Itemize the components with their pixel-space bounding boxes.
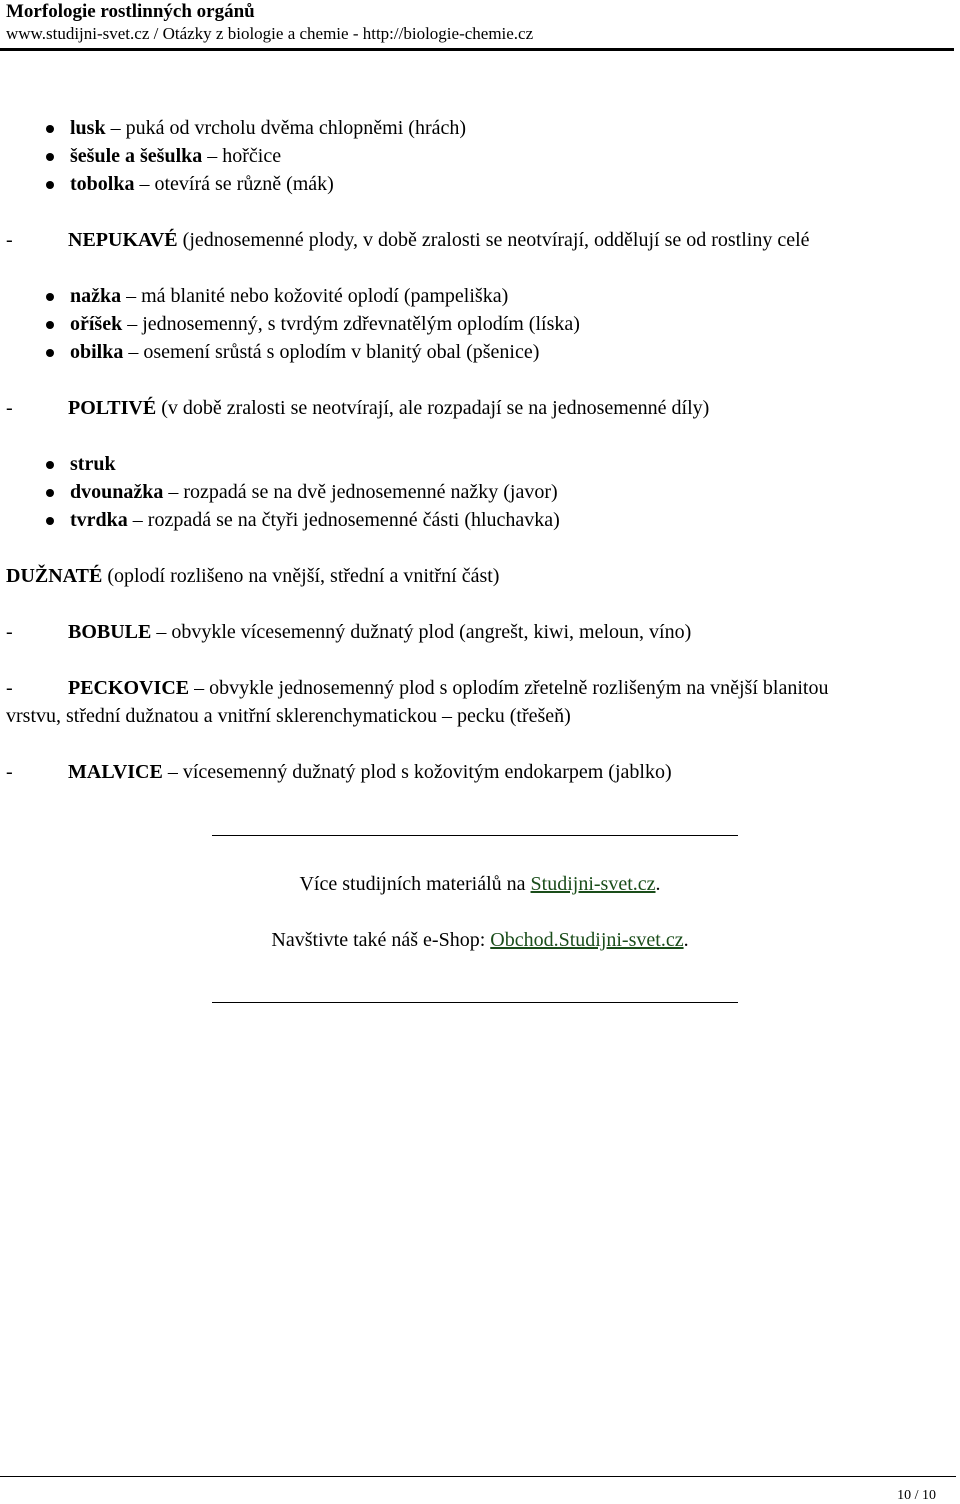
- materials-period: .: [655, 873, 661, 895]
- term: tvrdka: [70, 509, 128, 531]
- bullet-icon: [46, 517, 54, 525]
- eshop-period: .: [683, 929, 689, 951]
- bullet-icon: [46, 349, 54, 357]
- footer-divider-bottom: [212, 1002, 738, 1003]
- description: – jednosemenný, s tvrdým zdřevnatělým oplodím (líska): [122, 313, 580, 335]
- term: DUŽNATÉ: [6, 565, 103, 587]
- term: nažka: [70, 285, 122, 307]
- eshop-text: Navštivte také náš e-Shop:: [271, 929, 491, 951]
- description: (jednosemenné plody, v době zralosti se neotvírají, oddělují se od rostliny celé: [177, 229, 810, 251]
- description: – má blanité nebo kožovité oplodí (pampeliška): [121, 285, 509, 307]
- dash-marker: -: [6, 761, 13, 783]
- studijni-svet-link[interactable]: Studijni-svet.cz: [530, 873, 656, 895]
- materials-line: [0, 872, 960, 896]
- bullet-icon: [46, 153, 54, 161]
- description: – rozpadá se na dvě jednosemenné nažky (javor): [163, 481, 558, 503]
- description: – rozpadá se na čtyři jednosemenné části (hluchavka): [127, 509, 560, 531]
- header-divider: [0, 48, 954, 51]
- footer-divider-top: [212, 835, 738, 836]
- section-duznate: [6, 564, 499, 588]
- dash-marker: -: [6, 397, 13, 419]
- term: POLTIVÉ: [68, 397, 157, 419]
- term: MALVICE: [68, 761, 163, 783]
- term: BOBULE: [68, 621, 152, 643]
- description: – osemení srůstá s oplodím v blanitý obal (pšenice): [123, 341, 540, 363]
- bullet-icon: [46, 489, 54, 497]
- bullet-icon: [46, 181, 54, 189]
- term: obilka: [70, 341, 124, 363]
- bullet-icon: [46, 293, 54, 301]
- description: – otevírá se různě (mák): [134, 173, 334, 195]
- dash-marker: -: [6, 621, 13, 643]
- description: – puká od vrcholu dvěma chlopněmi (hrách): [105, 117, 467, 139]
- term: NEPUKAVÉ: [68, 229, 178, 251]
- term: oříšek: [70, 313, 123, 335]
- description: – obvykle jednosemenný plod s oplodím zřetelně rozlišeným na vnější blanitou: [189, 677, 829, 699]
- document-source: www.studijni-svet.cz / Otázky z biologie a chemie - http://biologie-chemie.cz: [6, 24, 534, 43]
- term: lusk: [70, 117, 106, 139]
- term: dvounažka: [70, 481, 164, 503]
- dash-marker: -: [6, 677, 13, 699]
- term: struk: [70, 453, 116, 475]
- description: – hořčice: [202, 145, 282, 167]
- page-number: 10 / 10: [897, 1488, 936, 1503]
- bullet-icon: [46, 321, 54, 329]
- description: (v době zralosti se neotvírají, ale rozpadají se na jednosemenné díly): [156, 397, 710, 419]
- page-footer-rule: [0, 1476, 956, 1477]
- term: šešule a šešulka: [70, 145, 203, 167]
- bullet-icon: [46, 125, 54, 133]
- description: – obvykle vícesemenný dužnatý plod (angrešt, kiwi, meloun, víno): [151, 621, 692, 643]
- materials-text: Více studijních materiálů na: [299, 873, 531, 895]
- eshop-line: [0, 928, 960, 952]
- eshop-link[interactable]: Obchod.Studijni-svet.cz: [490, 929, 684, 951]
- term: PECKOVICE: [68, 677, 190, 699]
- section-peckovice-continued: vrstvu, střední dužnatou a vnitřní sklerenchymatickou – pecku (třešeň): [6, 705, 571, 727]
- description: – vícesemenný dužnatý plod s kožovitým endokarpem (jablko): [162, 761, 672, 783]
- description: (oplodí rozlišeno na vnější, střední a vnitřní část): [102, 565, 500, 587]
- page-header: [6, 0, 956, 45]
- bullet-icon: [46, 461, 54, 469]
- dash-marker: -: [6, 229, 13, 251]
- document-title: Morfologie rostlinných orgánů: [6, 1, 255, 22]
- term: tobolka: [70, 173, 135, 195]
